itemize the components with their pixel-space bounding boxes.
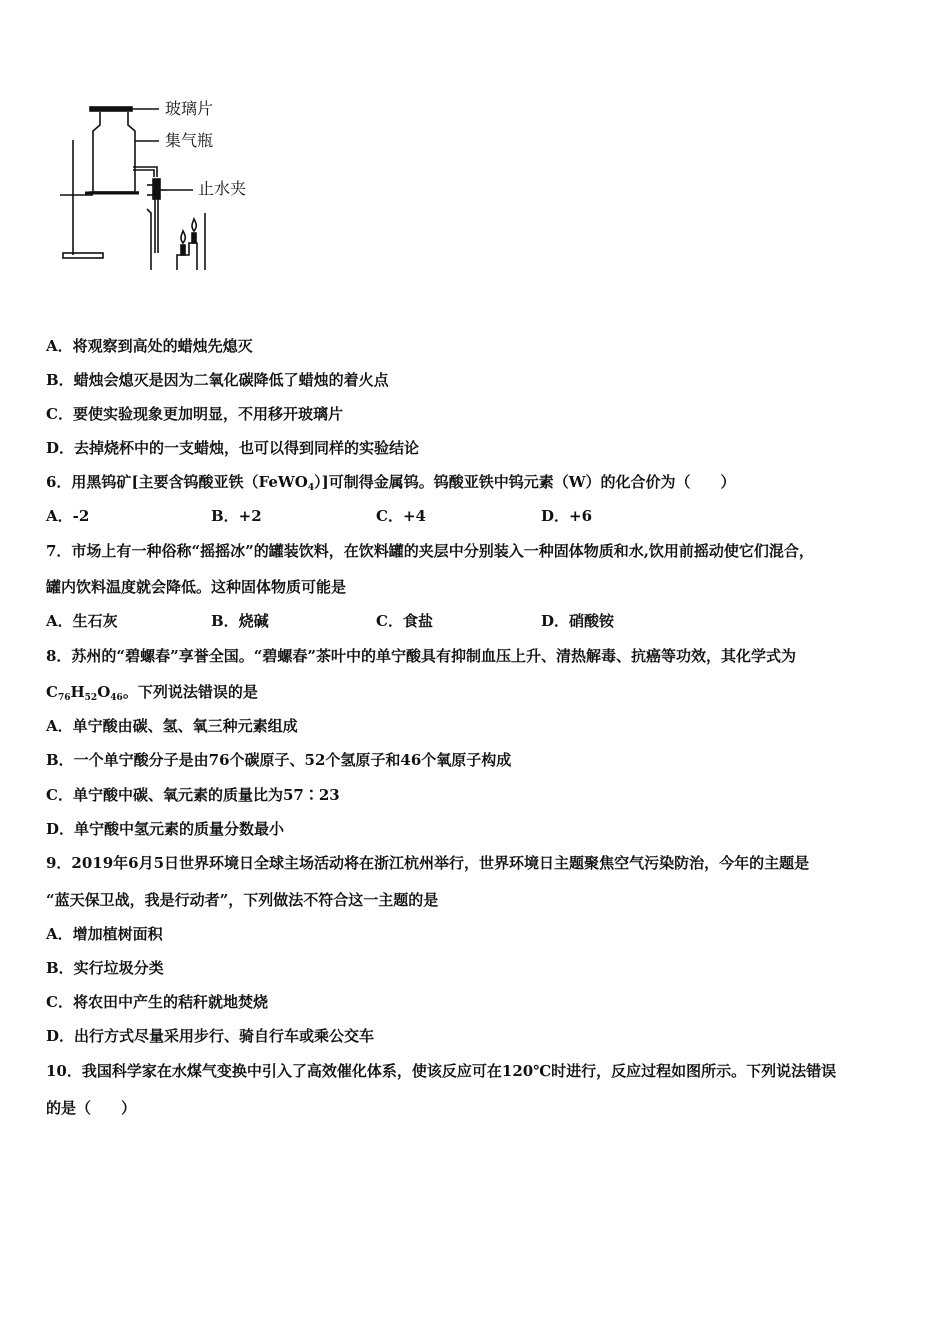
- q6-option-b: B．+2: [211, 507, 262, 525]
- q6-stem: [46, 472, 736, 498]
- q10-stem-line2: 的是（ ）: [46, 1099, 137, 1117]
- q8-option-d: D．单宁酸中氢元素的质量分数最小: [46, 820, 285, 838]
- formula-c: C: [46, 683, 58, 701]
- q7-option-a: A．生石灰: [46, 612, 118, 630]
- q8-option-c: C．单宁酸中碳、氧元素的质量比为57∶23: [46, 786, 340, 804]
- apparatus-figure: [55, 95, 275, 270]
- q8-option-a: A．单宁酸由碳、氢、氧三种元素组成: [46, 717, 298, 735]
- stand-base: [63, 253, 103, 258]
- q9-option-d: D．出行方式尽量采用步行、骑自行车或乘公交车: [46, 1027, 375, 1045]
- q8-formula-line: [46, 682, 258, 708]
- q7-options-row: [46, 611, 746, 631]
- candle-high: [192, 233, 196, 243]
- q6-stem-part-b: ）]可制得金属钨。钨酸亚铁中钨元素（W）的化合价为（ ）: [314, 473, 736, 491]
- q6-option-a: A．-2: [46, 507, 90, 525]
- clamp-shape: [153, 179, 160, 199]
- label-clamp: 止水夹: [198, 179, 247, 198]
- q7-option-c: C．食盐: [376, 612, 433, 630]
- q9-stem-line2: “蓝天保卫战，我是行动者”，下列做法不符合这一主题的是: [46, 891, 439, 909]
- formula-o-sub: 46: [110, 693, 123, 703]
- q5-option-d: D．去掉烧杯中的一支蜡烛，也可以得到同样的实验结论: [46, 439, 420, 457]
- flame-low: [181, 231, 185, 243]
- q9-option-b: B．实行垃圾分类: [46, 959, 164, 977]
- glass-plate-shape: [90, 107, 132, 111]
- q9-option-a: A．增加植树面积: [46, 925, 163, 943]
- label-glass-plate: 玻璃片: [165, 99, 214, 118]
- q9-stem-line1: 9．2019年6月5日世界环境日全球主场活动将在浙江杭州举行，世界环境日主题聚焦空气污染防治，今年的主题是: [46, 854, 810, 872]
- flame-high: [192, 219, 196, 231]
- formula-h: H: [70, 683, 85, 701]
- formula-c-sub: 76: [57, 693, 71, 703]
- candle-low: [181, 245, 185, 255]
- q6-option-c: C．+4: [376, 507, 426, 525]
- q9-option-c: C．将农田中产生的秸秆就地焚烧: [46, 993, 268, 1011]
- q5-option-c: C．要使实验现象更加明显，不用移开玻璃片: [46, 405, 343, 423]
- formula-o: O: [97, 683, 111, 701]
- label-gas-bottle: 集气瓶: [165, 131, 214, 150]
- q5-option-a: A．将观察到高处的蜡烛先熄灭: [46, 337, 253, 355]
- q7-stem-line2: 罐内饮料温度就会降低。这种固体物质可能是: [46, 578, 347, 596]
- q7-option-b: B．烧碱: [211, 612, 269, 630]
- formula-h-sub: 52: [84, 693, 98, 703]
- q10-stem-line1: 10．我国科学家在水煤气变换中引入了高效催化体系，使该反应可在120℃时进行，反应过程如图所示。下列说法错误: [46, 1062, 837, 1080]
- q6-options-row: [46, 506, 746, 526]
- q6-option-d: D．+6: [541, 507, 593, 525]
- q7-option-d: D．硝酸铵: [541, 612, 615, 630]
- q7-stem-line1: 7．市场上有一种俗称“摇摇冰”的罐装饮料，在饮料罐的夹层中分别装入一种固体物质和水,饮用前摇动使它们混合，: [46, 542, 814, 560]
- q8-option-b: B．一个单宁酸分子是由76个碳原子、52个氢原子和46个氧原子构成: [46, 751, 512, 769]
- q8-stem-line1: 8．苏州的“碧螺春”享誉全国。“碧螺春”茶叶中的单宁酸具有抑制血压上升、清热解毒、抗癌等功效，其化学式为: [46, 647, 796, 665]
- gas-bottle-shape: [93, 112, 135, 192]
- formula-tail: 。下列说法错误的是: [122, 683, 258, 701]
- q6-stem-subscript: 4: [307, 483, 315, 493]
- q5-option-b: B．蜡烛会熄灭是因为二氧化碳降低了蜡烛的着火点: [46, 371, 389, 389]
- q6-stem-part-a: 6．用黑钨矿[主要含钨酸亚铁（FeWO: [46, 473, 308, 491]
